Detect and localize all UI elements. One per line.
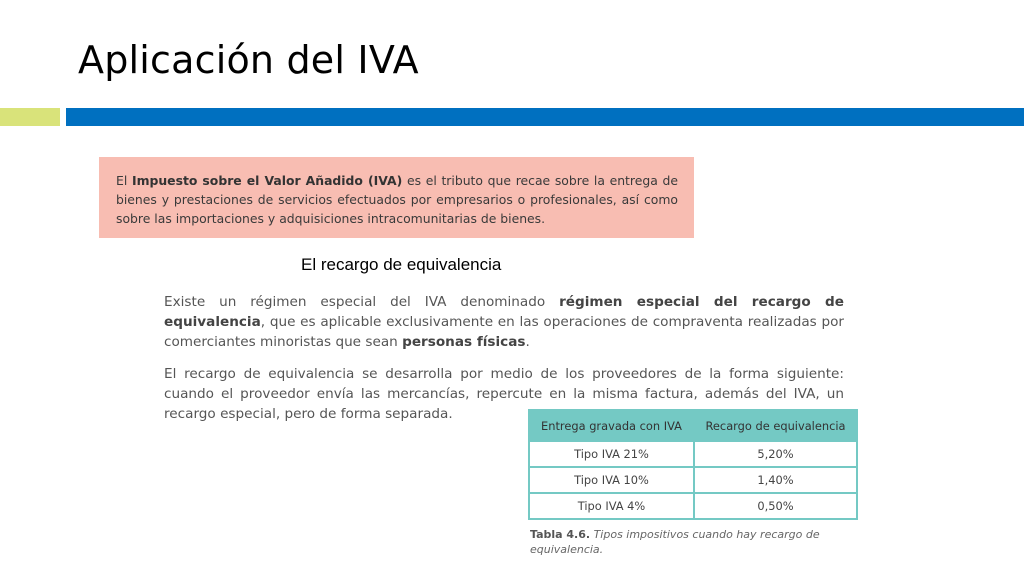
definition-intro: El xyxy=(116,173,132,188)
table-row xyxy=(529,441,857,467)
section-heading: El recargo de equivalencia xyxy=(301,255,502,274)
title-divider-bar xyxy=(66,108,1024,126)
table-header-cell: Recargo de equivalencia xyxy=(694,410,857,441)
table-cell: 5,20% xyxy=(694,441,857,467)
rates-table xyxy=(528,409,858,520)
para1-term-regimen: régimen especial del recargo de equivalencia xyxy=(164,294,844,330)
caption-label: Tabla 4.6. xyxy=(530,528,591,541)
table-row xyxy=(529,493,857,519)
caption-text: Tipos impositivos cuando hay recargo de equivalencia. xyxy=(530,528,820,556)
para1-term-personas: personas físicas xyxy=(402,334,526,350)
iva-definition-box xyxy=(99,157,694,238)
table-cell: 1,40% xyxy=(694,467,857,493)
para1-text-a: Existe un régimen especial del IVA denominado xyxy=(164,294,560,310)
table-cell: 0,50% xyxy=(694,493,857,519)
table-row xyxy=(529,467,857,493)
definition-term: Impuesto sobre el Valor Añadido (IVA) xyxy=(131,173,403,188)
paragraph-regimen xyxy=(164,292,844,352)
table-cell: Tipo IVA 4% xyxy=(529,493,694,519)
definition-rest: es el tributo que recae sobre la entrega de bienes y prestaciones de servicios efectuados por empresarios o profesionales, así como sobre las importaciones y adquisiciones intracomunitarias de bienes. xyxy=(116,173,678,226)
paragraph-desarrollo: El recargo de equivalencia se desarrolla por medio de los proveedores de la forma siguiente: cuando el proveedor envía las mercancías, repercute en la misma factura, además del IVA, un recargo especial, pero de forma separada. xyxy=(164,366,844,422)
table-caption xyxy=(530,527,830,557)
table-header-cell: Entrega gravada con IVA xyxy=(529,410,694,441)
table-header-row xyxy=(529,410,857,441)
para1-text-c: , que es aplicable exclusivamente en las operaciones de compraventa realizadas por comerciantes minoristas que sean xyxy=(164,314,844,350)
table-cell: Tipo IVA 21% xyxy=(529,441,694,467)
slide-title: Aplicación del IVA xyxy=(78,38,419,82)
para1-text-e: . xyxy=(525,334,530,350)
accent-bar xyxy=(0,108,60,126)
table-cell: Tipo IVA 10% xyxy=(529,467,694,493)
